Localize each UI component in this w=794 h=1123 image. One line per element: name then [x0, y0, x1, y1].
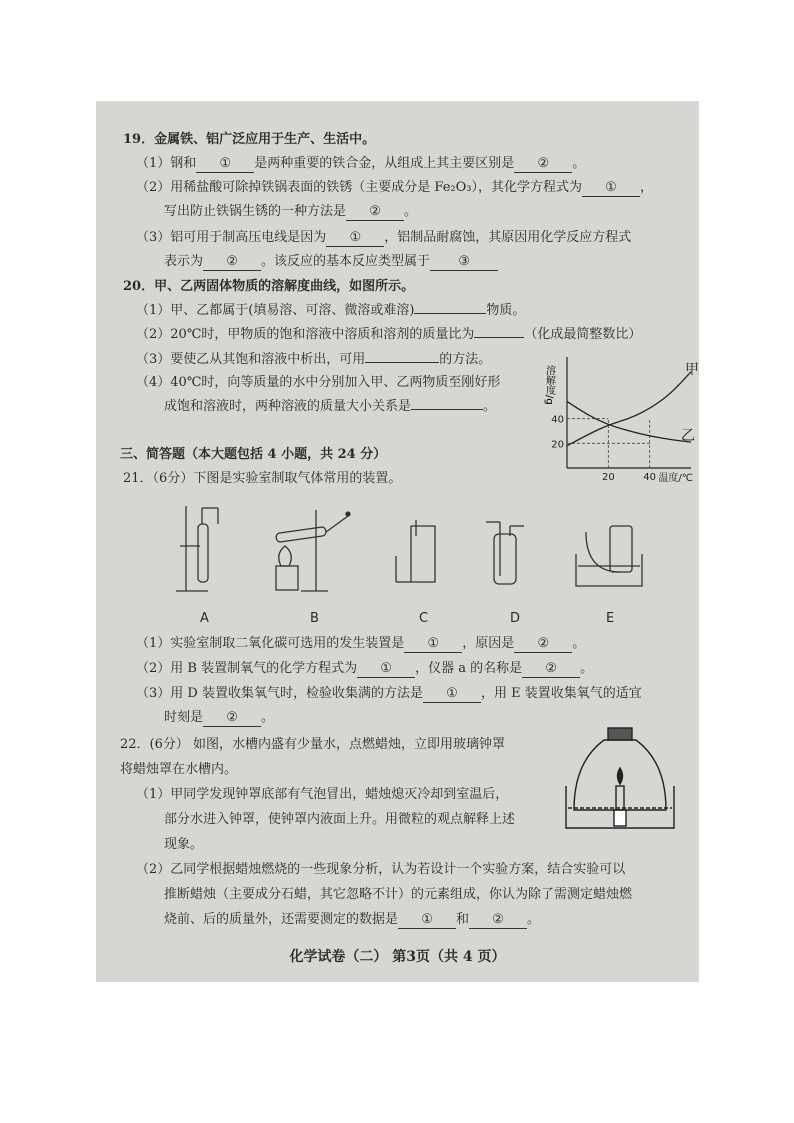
- q22-part1-line3: 现象。: [164, 837, 204, 852]
- flame-icon: [618, 768, 623, 784]
- apparatus-e: [576, 526, 642, 586]
- answer-blank[interactable]: ①: [357, 661, 415, 678]
- answer-blank[interactable]: ①: [404, 636, 462, 653]
- q19-part2: （2）用稀盐酸可除掉铁锅表面的铁锈（主要成分是 Fe₂O₃），其化学方程式为 ① ，: [136, 180, 654, 195]
- x-tick-label: 40: [643, 472, 657, 483]
- q22-stem: 22．(6分） 如图，水槽内盛有少量水，点燃蜡烛，立即用玻璃钟罩: [120, 737, 506, 752]
- answer-blank[interactable]: ①: [196, 156, 254, 173]
- answer-blank[interactable]: ②: [346, 204, 404, 221]
- page-footer: 化学试卷（二） 第3页（共 4 页）: [289, 949, 506, 965]
- apparatus-a: [176, 506, 218, 591]
- answer-blank[interactable]: ①: [326, 230, 384, 247]
- x-axis-label: 温度/℃: [658, 473, 693, 484]
- answer-blank[interactable]: ①: [398, 912, 456, 929]
- q20-part4-line2: 成饱和溶液时，两种溶液的质量大小关系是 。: [164, 399, 497, 414]
- q22-part2-line3: 烧前、后的质量外，还需要测定的数据是 ① 和 ② 。: [164, 912, 541, 927]
- series-label: 乙: [681, 428, 695, 445]
- answer-blank[interactable]: ②: [203, 710, 261, 727]
- q21-part2: （2）用 B 装置制氧气的化学方程式为 ① ，仪器 a 的名称是 ② 。: [136, 661, 594, 676]
- q20-part2: （2）20℃时，甲物质的饱和溶液中溶质和溶剂的质量比为 （化成最简整数比）: [136, 327, 642, 342]
- answer-blank[interactable]: ②: [522, 661, 580, 678]
- x-tick-label: 20: [601, 472, 615, 483]
- q22-part1: （1）甲同学发现钟罩底部有气泡冒出，蜡烛熄灭冷却到室温后，: [136, 787, 509, 802]
- apparatus-d: [486, 522, 524, 584]
- bell-jar-diagram: [564, 726, 676, 830]
- q20-part3: （3）要使乙从其饱和溶液中析出，可用 的方法。: [136, 352, 492, 367]
- apparatus-label-d: D: [510, 611, 521, 626]
- q19-part3: （3）铝可用于制高压电线是因为 ① ，铝制品耐腐蚀，其原因用化学反应方程式: [136, 230, 632, 245]
- q22-part2: （2）乙同学根据蜡烛燃烧的一些现象分析，认为若设计一个实验方案，结合实验可以: [136, 862, 626, 877]
- exam-page: [96, 101, 699, 982]
- apparatus-c: [396, 520, 435, 582]
- y-tick-label: 20: [551, 439, 564, 451]
- answer-blank[interactable]: [365, 362, 439, 363]
- y-axis-label: 溶解度/g: [543, 365, 555, 405]
- q19-part2-line2: 写出防止铁锅生锈的一种方法是 ② 。: [164, 204, 418, 219]
- stopper-icon: [608, 728, 632, 740]
- q21-part3-line2: 时刻是 ② 。: [164, 710, 275, 725]
- q21-part1: （1）实验室制取二氧化碳可选用的发生装置是 ① ，原因是 ② 。: [136, 636, 586, 651]
- q21-part3: （3）用 D 装置收集氧气时，检验收集满的方法是 ① ，用 E 装置收集氧气的适宜: [136, 686, 642, 701]
- q20-part1: （1）甲、乙都属于(填易溶、可溶、微溶或难溶) 物质。: [136, 303, 526, 318]
- q20-part4: （4）40℃时，向等质量的水中分别加入甲、乙两物质至刚好形: [136, 375, 501, 390]
- apparatus-label-b: B: [310, 611, 319, 626]
- candle-icon: [616, 786, 624, 810]
- apparatus-label-e: E: [606, 611, 615, 626]
- answer-blank[interactable]: ③: [430, 254, 498, 271]
- apparatus-b: [276, 510, 350, 591]
- apparatus-label-a: A: [200, 611, 209, 626]
- q21-stem: 21．（6分）下图是实验室制取气体常用的装置。: [123, 471, 402, 486]
- q22-part2-line2: 推断蜡烛（主要成分石蜡，其它忽略不计）的元素组成，你认为除了需测定蜡烛燃: [164, 887, 633, 902]
- answer-blank[interactable]: [474, 337, 524, 338]
- answer-blank[interactable]: ②: [514, 636, 572, 653]
- answer-blank[interactable]: ①: [582, 180, 640, 197]
- answer-blank[interactable]: ②: [469, 912, 527, 929]
- apparatus-label-c: C: [419, 611, 429, 626]
- candle-holder-icon: [614, 810, 626, 826]
- q20-stem: 20．甲、乙两固体物质的溶解度曲线，如图所示。: [123, 279, 415, 294]
- answer-blank[interactable]: ②: [514, 156, 572, 173]
- chart-axes: [567, 357, 691, 468]
- q19-part3-line2: 表示为 ② 。该反应的基本反应类型属于 ③: [164, 254, 498, 271]
- series-line-jia: [567, 372, 691, 446]
- answer-blank[interactable]: [411, 409, 483, 410]
- q22-part1-line2: 部分水进入钟罩，使钟罩内液面上升。用微粒的观点解释上述: [164, 812, 516, 827]
- section-title: 三、简答题（本大题包括 4 小题，共 24 分）: [120, 447, 387, 462]
- answer-blank[interactable]: [414, 313, 486, 314]
- solubility-chart: [543, 351, 699, 491]
- apparatus-diagram: [166, 496, 666, 611]
- q22-stem-line2: 将蜡烛罩在水槽内。: [120, 762, 238, 777]
- q19-part1: （1）钢和 ① 是两种重要的铁合金，从组成上其主要区别是 ② 。: [136, 156, 586, 171]
- answer-blank[interactable]: ②: [203, 254, 261, 271]
- series-label: 甲: [685, 361, 699, 378]
- y-tick-label: 40: [551, 414, 564, 426]
- answer-blank[interactable]: ①: [423, 686, 481, 703]
- q19-stem: 19．金属铁、铝广泛应用于生产、生活中。: [123, 132, 376, 147]
